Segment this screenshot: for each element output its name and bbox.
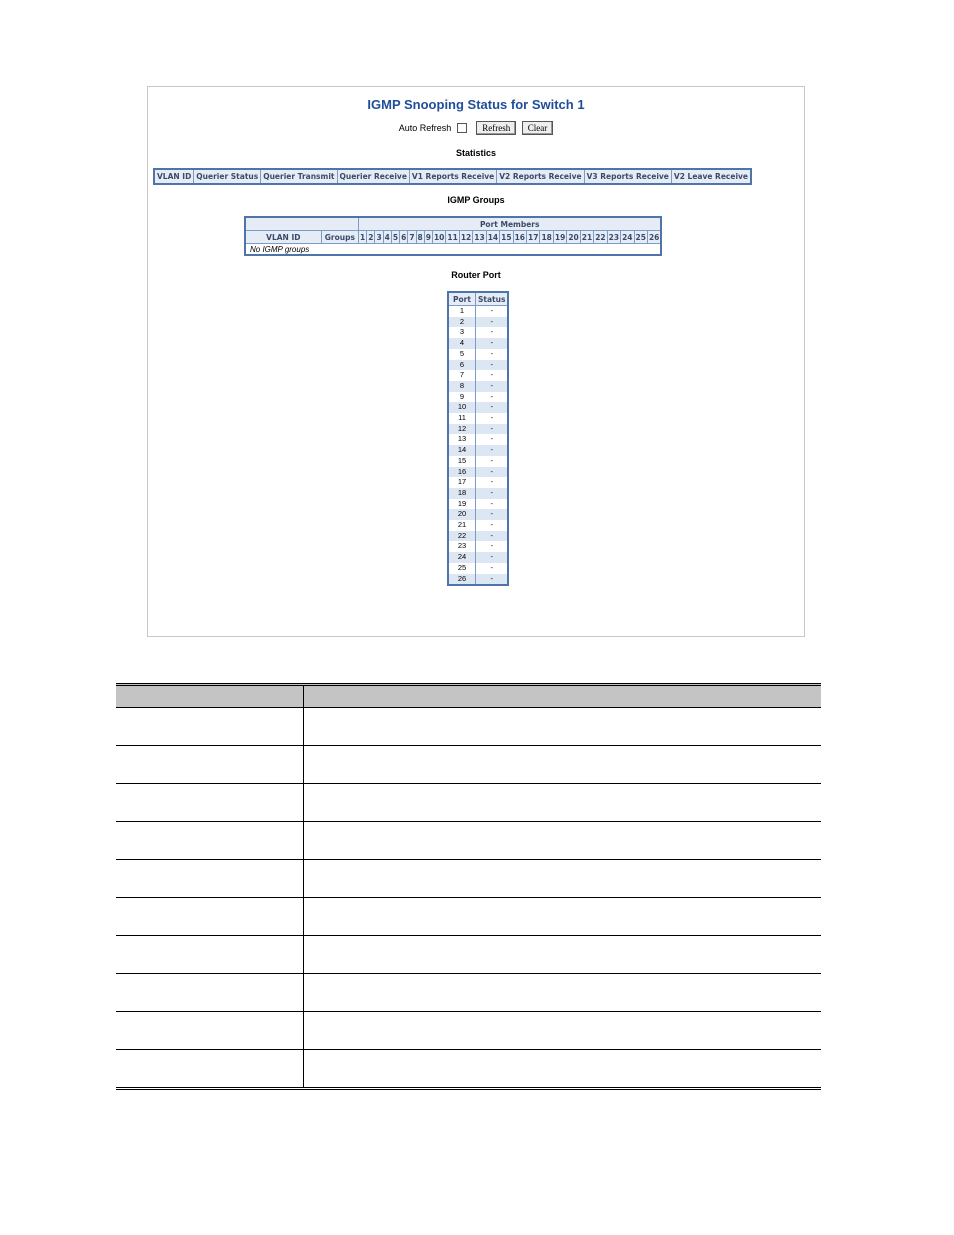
router-port-number: 22 [448,531,476,542]
port-member-column-header: 1 [360,232,366,242]
port-member-column-header: 3 [376,232,382,242]
router-port-row [448,402,508,413]
statistics-column-header: Querier Transmit [261,169,337,184]
description-row [116,783,821,821]
statistics-column-header: V2 Reports Receive [497,169,584,184]
refresh-controls [148,121,804,135]
router-port-row [448,392,508,403]
router-port-number: 8 [448,381,476,392]
description-bottom-rule [116,1087,821,1090]
description-row [116,973,821,1011]
port-member-column-header: 11 [447,232,458,242]
clear-button[interactable]: Clear [522,121,554,135]
description-row [116,859,821,897]
description-table [116,683,821,1090]
router-port-status: - [476,499,509,510]
port-member-column-header: 22 [595,232,606,242]
router-port-number: 17 [448,477,476,488]
router-port-row [448,574,508,586]
router-port-number: 23 [448,541,476,552]
router-port-status: - [476,552,509,563]
router-port-row [448,381,508,392]
router-port-number: 11 [448,413,476,424]
refresh-button[interactable]: Refresh [476,121,516,135]
router-port-row [448,445,508,456]
router-port-row [448,499,508,510]
port-member-column-header: 7 [409,232,415,242]
router-port-number: 6 [448,360,476,371]
router-port-row [448,456,508,467]
router-port-row [448,413,508,424]
router-port-row [448,531,508,542]
page-title: IGMP Snooping Status for Switch 1 [367,97,585,112]
statistics-header-row [154,169,751,184]
description-row [116,1049,821,1087]
router-port-status: - [476,520,509,531]
groups-header: Groups [321,231,358,244]
no-groups-message: No IGMP groups [245,244,661,256]
description-row [116,935,821,973]
router-port-number: 16 [448,467,476,478]
port-member-column-header: 5 [392,232,399,242]
router-port-status: - [476,456,509,467]
router-port-row [448,563,508,574]
igmp-groups-table [244,216,662,256]
router-port-status: - [476,402,509,413]
screenshot-frame [147,86,805,637]
router-port-row [448,327,508,338]
statistics-column-header: Querier Receive [337,169,409,184]
router-port-status: - [476,306,509,317]
igmp-groups-header-row [245,231,661,244]
router-port-number: 2 [448,317,476,328]
port-member-column-header: 2 [368,232,374,242]
statistics-column-header: VLAN ID [154,169,194,184]
port-member-column-header: 14 [487,232,499,242]
router-port-status: - [476,349,509,360]
router-port-number: 21 [448,520,476,531]
router-port-status: - [476,574,509,586]
router-port-status: - [476,317,509,328]
router-port-header-row [448,292,508,306]
router-port-row [448,349,508,360]
router-port-row [448,370,508,381]
router-port-number: 3 [448,327,476,338]
router-port-number: 9 [448,392,476,403]
igmp-groups-header-top [245,217,661,231]
port-member-column-header: 19 [554,232,566,242]
router-port-status: - [476,338,509,349]
port-member-column-header: 21 [581,232,593,242]
router-port-row [448,360,508,371]
igmp-groups-title: IGMP Groups [447,195,505,205]
port-member-column-header: 10 [433,232,445,242]
router-port-number: 18 [448,488,476,499]
statistics-table [153,168,752,185]
router-port-row [448,306,508,317]
description-row [116,707,821,745]
router-port-number: 14 [448,445,476,456]
router-port-number: 19 [448,499,476,510]
port-member-column-header: 9 [425,232,431,242]
router-port-number: 12 [448,424,476,435]
port-member-column-header: 17 [528,232,539,242]
statistics-column-header: V2 Leave Receive [671,169,751,184]
router-port-status: - [476,531,509,542]
router-port-row [448,424,508,435]
router-port-status: - [476,360,509,371]
router-port-number: 5 [448,349,476,360]
port-member-column-header: 18 [541,232,552,242]
auto-refresh-label: Auto Refresh [398,123,452,133]
router-port-status: - [476,434,509,445]
port-member-column-header: 13 [474,232,485,242]
auto-refresh-checkbox[interactable] [457,123,467,133]
router-port-number: 1 [448,306,476,317]
router-port-number: 25 [448,563,476,574]
router-port-number: 4 [448,338,476,349]
router-port-status: - [476,509,509,520]
router-port-number: 20 [448,509,476,520]
port-member-column-header: 16 [514,232,526,242]
router-port-row [448,488,508,499]
port-member-column-header: 24 [622,232,633,242]
status-header: Status [476,292,509,306]
router-port-row [448,509,508,520]
router-port-row [448,338,508,349]
description-row [116,821,821,859]
port-members-header: Port Members [359,217,662,231]
vlan-id-header: VLAN ID [245,231,321,244]
groups-blank-header [245,217,359,231]
description-row [116,897,821,935]
router-port-status: - [476,327,509,338]
description-row [116,1011,821,1049]
router-port-row [448,467,508,478]
port-member-column-header: 23 [608,232,620,242]
router-port-status: - [476,413,509,424]
router-port-status: - [476,381,509,392]
router-port-number: 24 [448,552,476,563]
router-port-row [448,477,508,488]
router-port-status: - [476,392,509,403]
router-port-status: - [476,541,509,552]
router-port-row [448,520,508,531]
port-member-column-header: 12 [460,232,472,242]
router-port-title: Router Port [451,270,501,280]
router-port-status: - [476,424,509,435]
router-port-number: 15 [448,456,476,467]
router-port-number: 26 [448,574,476,586]
port-member-column-header: 15 [501,232,512,242]
router-port-status: - [476,370,509,381]
statistics-column-header: Querier Status [194,169,261,184]
router-port-row [448,317,508,328]
router-port-row [448,552,508,563]
router-port-status: - [476,488,509,499]
port-member-column-header: 25 [635,232,646,242]
router-port-number: 10 [448,402,476,413]
router-port-row [448,434,508,445]
router-port-table [447,291,509,586]
port-member-column-header: 6 [401,232,407,242]
port-member-column-header: 8 [417,232,423,242]
port-member-column-header: 20 [568,232,579,242]
port-header: Port [448,292,476,306]
router-port-number: 13 [448,434,476,445]
statistics-column-header: V1 Reports Receive [409,169,496,184]
router-port-status: - [476,477,509,488]
statistics-title: Statistics [455,148,497,158]
router-port-number: 7 [448,370,476,381]
router-port-row [448,541,508,552]
router-port-status: - [476,467,509,478]
port-member-column-header: 4 [384,232,390,242]
port-member-column-header: 26 [648,232,660,242]
igmp-groups-empty-row [245,244,661,256]
description-header-row [116,683,821,707]
description-row [116,745,821,783]
router-port-status: - [476,445,509,456]
router-port-status: - [476,563,509,574]
statistics-column-header: V3 Reports Receive [584,169,671,184]
